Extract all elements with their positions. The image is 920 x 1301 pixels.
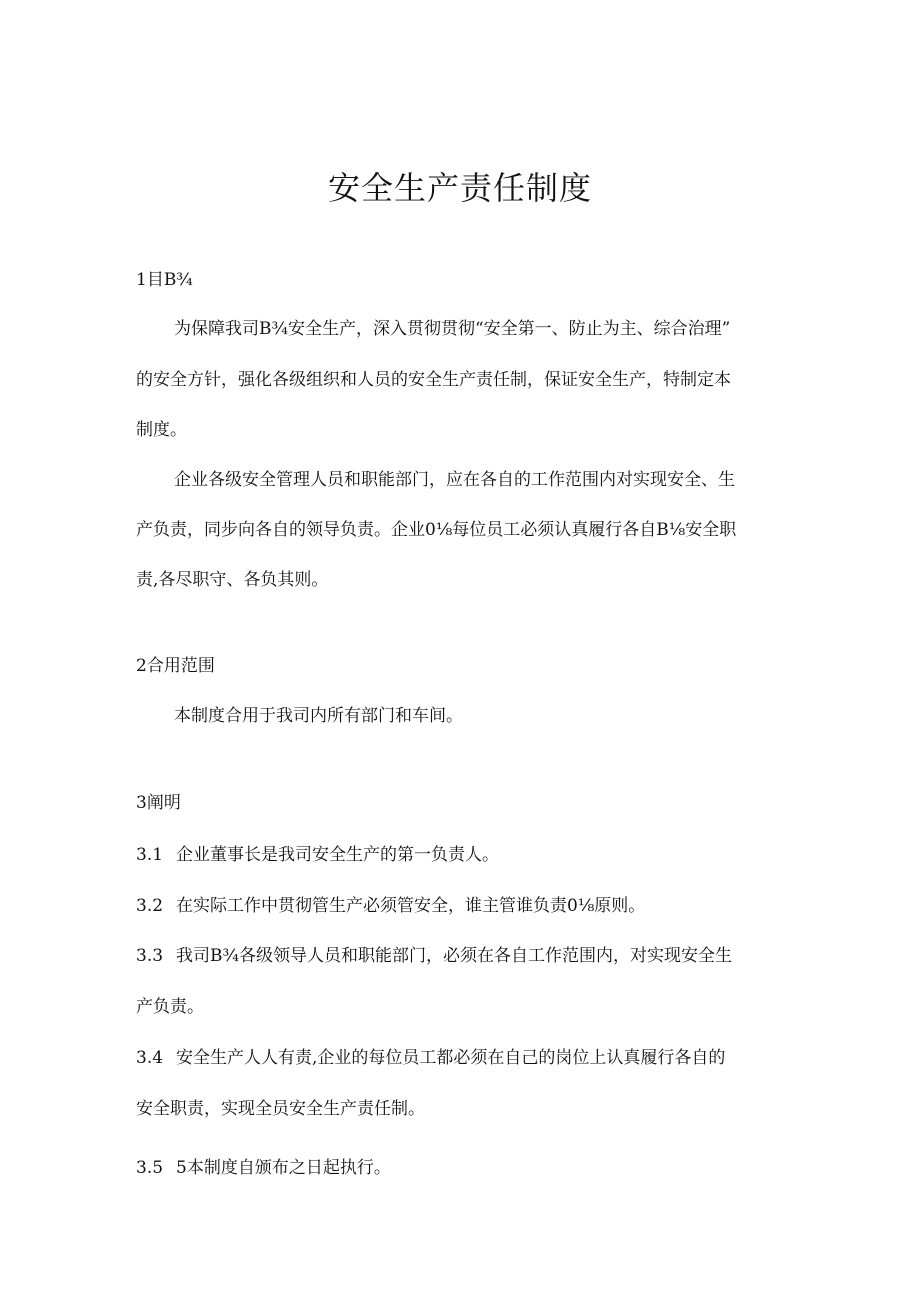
- section-1-para-2-line-3: 责,各尽职守、各负其则。: [136, 570, 329, 590]
- item-text: 在实际工作中贯彻管生产必须管安全，谁主管谁负责0⅛原则。: [176, 896, 646, 916]
- item-3-5: [136, 1156, 391, 1180]
- item-3-1: [136, 843, 499, 867]
- item-number: 3.1: [136, 845, 164, 865]
- section-1-para-1-line-1: 为保障我司B¾安全生产，深入贯彻贯彻“安全第一、防止为主、综合治理”: [174, 319, 731, 339]
- section-2-para: 本制度合用于我司内所有部门和车间。: [174, 706, 463, 726]
- section-1-heading: 1目B¾: [136, 270, 193, 290]
- item-number: 3.3: [136, 946, 164, 966]
- item-3-2: [136, 894, 645, 918]
- item-3-3-line-1: [136, 944, 732, 968]
- section-1-para-2-line-1: 企业各级安全管理人员和职能部门，应在各自的工作范围内对实现安全、生: [174, 470, 735, 490]
- section-3-heading: 3阐明: [136, 793, 181, 813]
- section-1-para-1-line-2: 的安全方针，强化各级组织和人员的安全生产责任制，保证安全生产，特制定本: [136, 370, 731, 390]
- item-text: 安全生产人人有责,企业的每位员工都必须在自己的岗位上认真履行各自的: [176, 1048, 726, 1068]
- item-3-3-line-2: 产负责。: [136, 997, 204, 1017]
- item-text: 我司B¾各级领导人员和职能部门，必须在各自工作范围内，对实现安全生: [176, 946, 732, 966]
- document-title: 安全生产责任制度: [327, 169, 592, 207]
- item-3-4-line-1: [136, 1046, 725, 1070]
- item-text: 企业董事长是我司安全生产的第一负责人。: [176, 845, 499, 865]
- item-number: 3.2: [136, 896, 164, 916]
- section-1-para-2-line-2: 产负责，同步向各自的领导负责。企业0⅛每位员工必须认真履行各自B⅛安全职: [136, 520, 737, 540]
- item-number: 3.4: [136, 1048, 164, 1068]
- section-1-para-1-line-3: 制度。: [136, 420, 187, 440]
- section-2-heading: 2合用范围: [136, 656, 215, 676]
- item-3-4-line-2: 安全职责，实现全员安全生产责任制。: [136, 1099, 425, 1119]
- item-text: 5本制度自颁布之日起执行。: [176, 1158, 391, 1178]
- item-number: 3.5: [136, 1158, 164, 1178]
